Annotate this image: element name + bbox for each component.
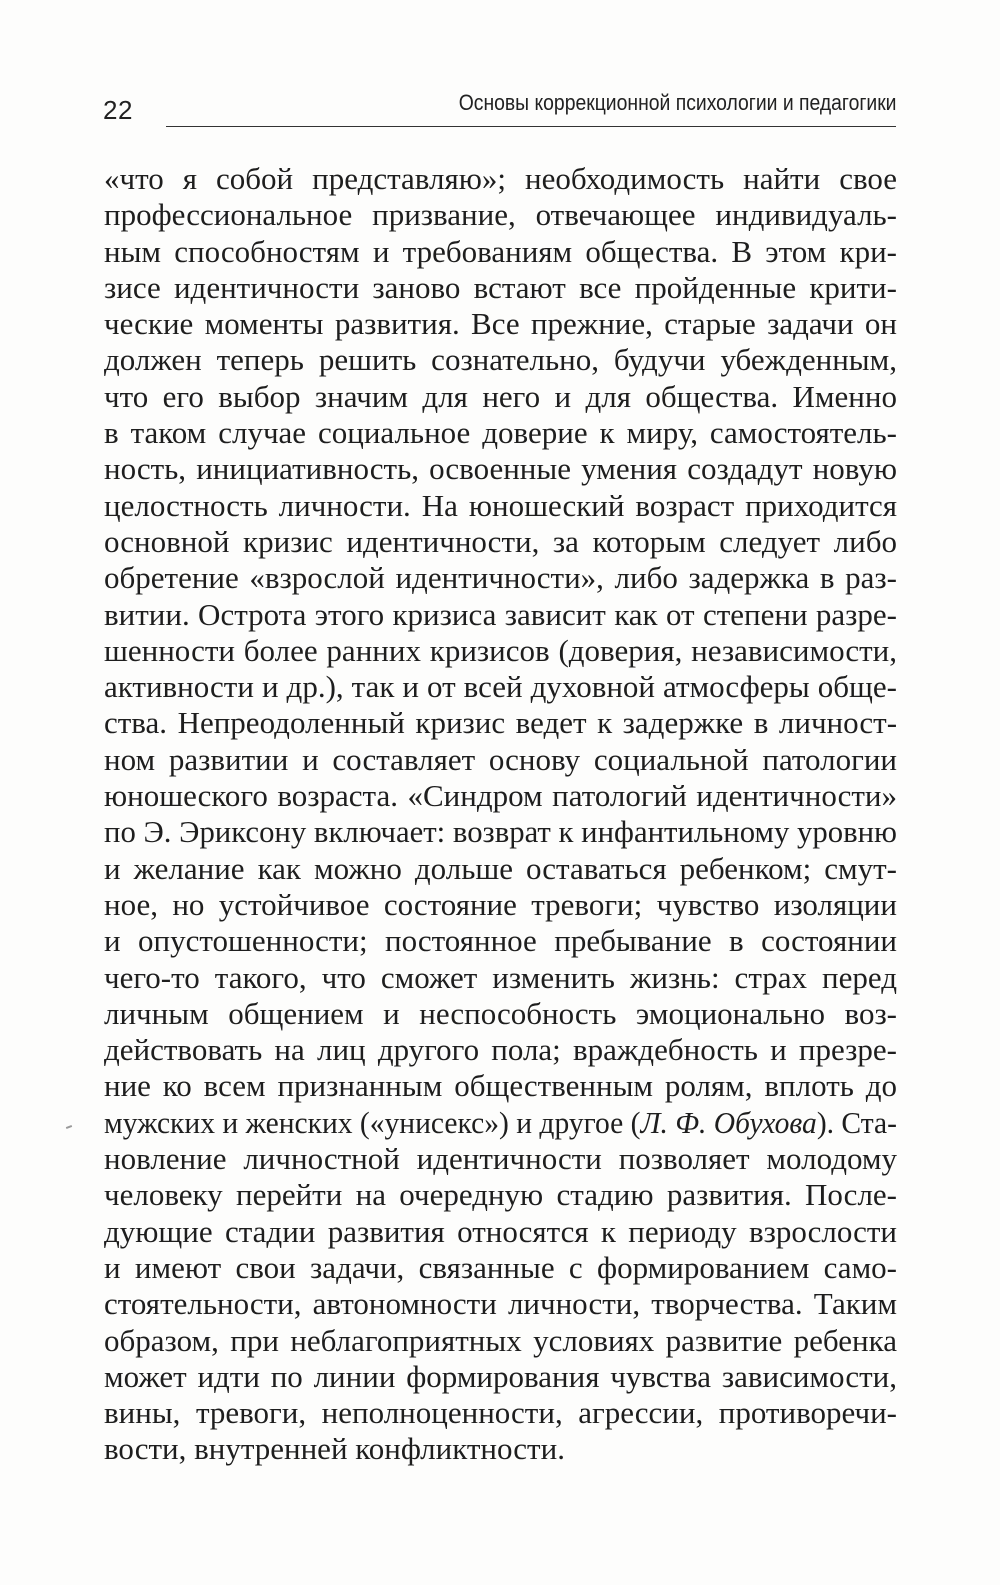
citation-lead-text: мужских и женских («унисекс») и другое ( [104, 1104, 641, 1140]
text-line: и желание как можно дольше оставаться ребенком; смут- [104, 850, 897, 886]
text-line: основной кризис идентичности, за которым следует либо [104, 523, 897, 559]
text-line: чего-то такого, что сможет изменить жизнь: страх перед [104, 959, 897, 995]
text-line: дующие стадии развития относятся к периоду взрослости [104, 1213, 897, 1249]
text-line: по Э. Эриксону включает: возврат к инфантильному уровню [104, 814, 898, 850]
text-line: образом, при неблагоприятных условиях развитие ребенка [104, 1322, 897, 1358]
text-line: должен теперь решить сознательно, будучи убежденным, [104, 342, 897, 378]
text-line: действовать на лиц другого пола; враждебность и презре- [104, 1032, 897, 1068]
text-line: ное, но устойчивое состояние тревоги; чувство изоляции [104, 886, 897, 922]
text-line: профессиональное призвание, отвечающее индивидуаль- [104, 197, 897, 233]
text-line: что его выбор значим для него и для общества. Именно [104, 378, 897, 414]
text-line: и опустошенности; постоянное пребывание в состоянии [104, 923, 897, 959]
running-header-title: Основы коррекционной психологии и педагогики [458, 90, 896, 115]
text-line: ность, инициативность, освоенные умения создадут новую [104, 451, 897, 487]
text-line: витии. Острота этого кризиса зависит как от степени разре- [104, 596, 897, 632]
text-line-with-citation [104, 1105, 897, 1141]
text-line: обретение «взрослой идентичности», либо задержка в раз- [104, 560, 897, 596]
text-line-final: вости, внутренней конфликтности. [104, 1431, 565, 1467]
text-line: и имеют свои задачи, связанные с формированием само- [104, 1249, 898, 1285]
page-number: 22 [103, 95, 133, 125]
text-line: ным способностям и требованиям общества. В этом кри- [104, 233, 898, 269]
text-line: новление личностной идентичности позволяет молодому [104, 1141, 898, 1177]
text-line: может идти по линии формирования чувства зависимости, [104, 1358, 897, 1394]
text-line: активности и др.), так и от всей духовной атмосферы обще- [104, 669, 897, 705]
text-line: юношеского возраста. «Синдром патологий идентичности» [104, 778, 897, 814]
margin-mark [66, 1125, 72, 1129]
citation-author: Л. Ф. Обухова [640, 1104, 817, 1140]
text-line: человеку перейти на очередную стадию развития. После- [104, 1177, 897, 1213]
text-line: целостность личности. На юношеский возраст приходится [104, 487, 898, 523]
text-line: ном развитии и составляет основу социальной патологии [104, 741, 898, 777]
text-line: зисе идентичности заново встают все пройденные крити- [104, 269, 897, 305]
text-line: личным общением и неспособность эмоционально воз- [104, 995, 898, 1031]
text-line: стоятельности, автономности личности, творчества. Таким [104, 1286, 897, 1322]
text-line: вины, тревоги, неполноценности, агрессии, противоречи- [104, 1395, 897, 1431]
header-rule [166, 126, 896, 127]
text-line: «что я собой представляю»; необходимость найти свое [104, 161, 898, 196]
citation-tail-text: ). Ста- [816, 1104, 897, 1140]
text-line: шенности более ранних кризисов (доверия, независимости, [104, 632, 897, 668]
body-text [104, 161, 897, 1468]
text-line: в таком случае социальное доверие к миру, самостоятель- [104, 415, 897, 451]
text-line: ства. Непреодоленный кризис ведет к задержке в личност- [104, 705, 898, 741]
text-line: ческие моменты развития. Все прежние, старые задачи он [104, 306, 897, 342]
text-line: ние ко всем признанным общественным ролям, вплоть до [104, 1068, 897, 1104]
